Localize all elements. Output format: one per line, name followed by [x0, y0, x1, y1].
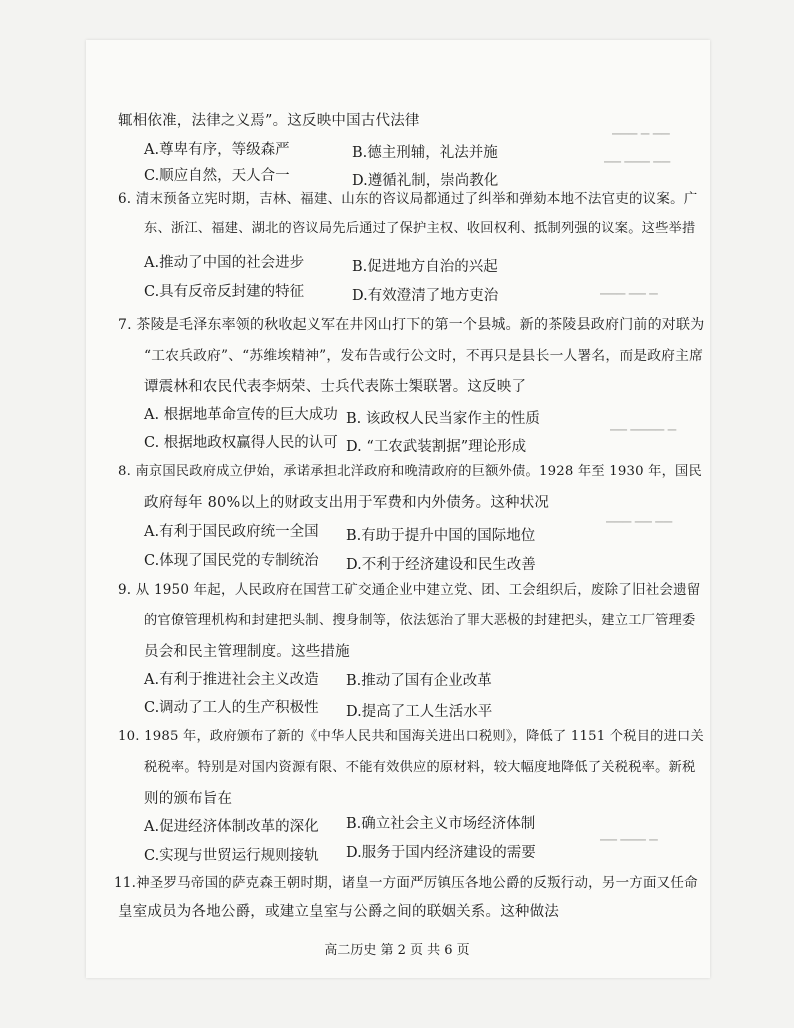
q7-option-b: B. 该政权人民当家作主的性质 — [346, 411, 540, 427]
q6-option-b: B.促进地方自治的兴起 — [352, 259, 498, 275]
q9-option-d: D.提高了工人生活水平 — [346, 704, 493, 720]
q5-stem-tail: 辄相依准，法律之义焉”。这反映中国古代法律 — [118, 113, 420, 129]
q10-option-b: B.确立社会主义市场经济体制 — [346, 816, 536, 832]
q11-stem-line: 皇室成员为各地公爵，或建立皇室与公爵之间的联姻关系。这种做法 — [118, 904, 559, 920]
q10-option-c: C.实现与世贸运行规则接轨 — [144, 848, 319, 864]
q10-option-d: D.服务于国内经济建设的需要 — [346, 845, 536, 861]
q7-option-a: A. 根据地革命宣传的巨大成功 — [144, 407, 338, 423]
bleed-through-text: ▁▁ ▁▁▁ ▁ — [600, 828, 658, 841]
q7-option-d: D. “工农武装割据”理论形成 — [346, 439, 527, 455]
q7-option-c: C. 根据地政权赢得人民的认可 — [144, 435, 338, 451]
q9-stem-line: 员会和民主管理制度。这些措施 — [144, 644, 350, 660]
bleed-through-text: ▁▁ ▁▁▁▁ ▁ — [610, 418, 677, 431]
q9-stem-line: 9. 从 1950 年起，人民政府在国营工矿交通企业中建立党、团、工会组织后，废除了旧社会遗留 — [118, 582, 701, 598]
bleed-through-text: ▁▁▁ ▁ ▁▁ — [612, 122, 670, 135]
q8-option-a: A.有利于国民政府统一全国 — [144, 524, 319, 540]
q10-option-a: A.促进经济体制改革的深化 — [144, 819, 319, 835]
q6-stem-line: 东、浙江、福建、湖北的咨议局先后通过了保护主权、收回权利、抵制列强的议案。这些举措 — [144, 221, 696, 236]
q5-option-b: B.德主刑辅，礼法并施 — [352, 145, 498, 161]
q6-stem-line: 6. 清末预备立宪时期，吉林、福建、山东的咨议局都通过了纠举和弹劾本地不法官吏的议案。广 — [118, 191, 698, 207]
bleed-through-text: ▁▁ ▁▁▁ ▁▁ — [604, 150, 671, 163]
q8-stem-line: 8. 南京国民政府成立伊始，承诺承担北洋政府和晚清政府的巨额外债。1928 年至 1930 年，国民 — [118, 464, 702, 479]
q5-option-a: A.尊卑有序，等级森严 — [144, 142, 290, 158]
q5-option-c: C.顺应自然，天人合一 — [144, 168, 290, 184]
q9-option-a: A.有利于推进社会主义改造 — [144, 672, 319, 688]
q11-stem-line: 11.神圣罗马帝国的萨克森王朝时期，诸皇一方面严厉镇压各地公爵的反叛行动，另一方面又任命 — [114, 875, 698, 891]
q10-stem-line: 10. 1985 年，政府颁布了新的《中华人民共和国海关进出口税则》，降低了 1151 个税目的进口关 — [118, 729, 704, 744]
q7-stem-line: 7. 茶陵是毛泽东率领的秋收起义军在井冈山打下的第一个县城。新的茶陵县政府门前的对联为 — [118, 317, 705, 333]
q10-stem-line: 税税率。特别是对国内资源有限、不能有效供应的原材料，较大幅度地降低了关税税率。新税 — [144, 760, 696, 775]
bleed-through-text: ▁▁▁ ▁▁ ▁ — [600, 282, 658, 295]
page-footer: 高二历史 第 2 页 共 6 页 — [324, 943, 470, 958]
q9-option-b: B.推动了国有企业改革 — [346, 673, 492, 689]
q8-option-b: B.有助于提升中国的国际地位 — [346, 528, 536, 544]
q9-option-c: C.调动了工人的生产积极性 — [144, 700, 319, 716]
q8-option-c: C.体现了国民党的专制统治 — [144, 553, 319, 569]
q6-option-a: A.推动了中国的社会进步 — [144, 255, 305, 271]
q8-option-d: D.不利于经济建设和民生改善 — [346, 557, 536, 573]
q7-stem-line: 谭震林和农民代表李炳荣、士兵代表陈士榘联署。这反映了 — [144, 379, 527, 395]
q8-stem-line: 政府每年 80%以上的财政支出用于军费和内外债务。这种状况 — [144, 495, 550, 511]
q9-stem-line: 的官僚管理机构和封建把头制、搜身制等，依法惩治了罪大恶极的封建把头，建立工厂管理委 — [144, 613, 696, 628]
q6-option-d: D.有效澄清了地方吏治 — [352, 288, 499, 304]
q6-option-c: C.具有反帝反封建的特征 — [144, 284, 305, 300]
bleed-through-text: ▁▁▁ ▁▁ ▁▁ — [606, 510, 673, 523]
q5-option-d: D.遵循礼制，崇尚教化 — [352, 173, 499, 189]
q7-stem-line: “工农兵政府”、“苏维埃精神”，发布告或行公文时，不再只是县长一人署名，而是政府主席 — [144, 348, 704, 364]
q10-stem-line: 则的颁布旨在 — [144, 791, 233, 807]
